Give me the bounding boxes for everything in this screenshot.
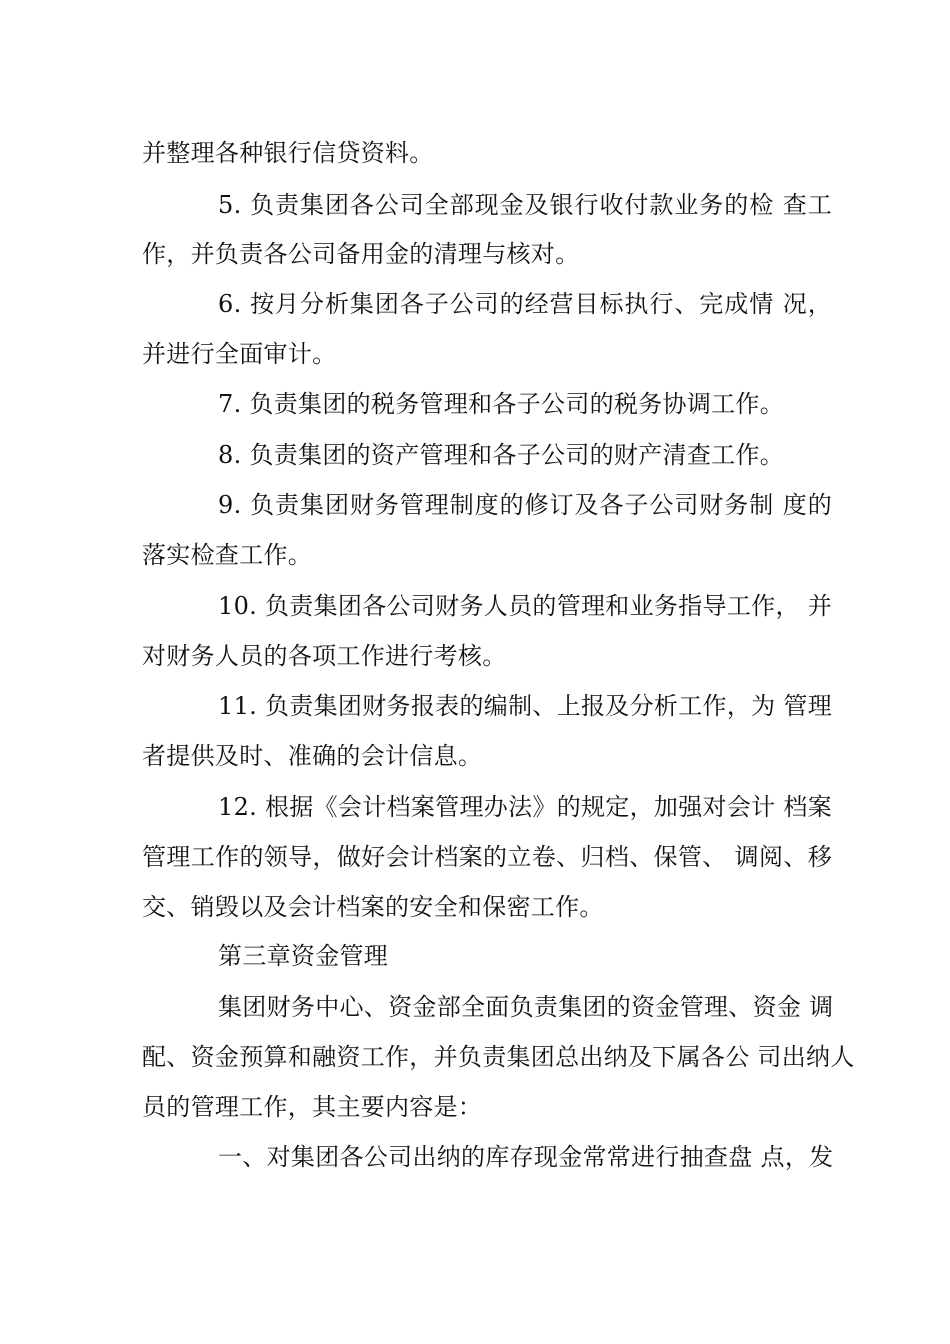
text-line: 集团财务中心、资金部全面负责集团的资金管理、资金 调 <box>218 993 834 1021</box>
text-line: 落实检查工作。 <box>142 541 313 569</box>
text-line: 8. 负责集团的资产管理和各子公司的财产清查工作。 <box>218 441 785 469</box>
text-line: 6. 按月分析集团各子公司的经营目标执行、完成情 况， <box>218 290 832 318</box>
text-line: 5. 负责集团各公司全部现金及银行收付款业务的检 查工 <box>218 191 832 219</box>
text-line: 者提供及时、准确的会计信息。 <box>142 742 483 770</box>
text-line: 对财务人员的各项工作进行考核。 <box>142 642 507 670</box>
text-line: 9. 负责集团财务管理制度的修订及各子公司财务制 度的 <box>218 491 832 519</box>
text-line: 10. 负责集团各公司财务人员的管理和业务指导工作， 并 <box>218 592 832 620</box>
text-line: 一、对集团各公司出纳的库存现金常常进行抽查盘 点，发 <box>218 1143 834 1171</box>
text-line: 员的管理工作，其主要内容是： <box>142 1093 483 1121</box>
text-line: 配、资金预算和融资工作，并负责集团总出纳及下属各公 司出纳人 <box>142 1043 855 1071</box>
text-line: 管理工作的领导，做好会计档案的立卷、归档、保管、 调阅、移 <box>142 843 832 871</box>
text-line: 交、销毁以及会计档案的安全和保密工作。 <box>142 893 604 921</box>
text-line: 12. 根据《会计档案管理办法》的规定，加强对会计 档案 <box>218 793 832 821</box>
text-line: 并整理各种银行信贷资料。 <box>142 139 434 167</box>
text-line: 作，并负责各公司备用金的清理与核对。 <box>142 240 580 268</box>
text-line: 11. 负责集团财务报表的编制、上报及分析工作，为 管理 <box>218 692 832 720</box>
text-line: 7. 负责集团的税务管理和各子公司的税务协调工作。 <box>218 390 785 418</box>
text-line: 并进行全面审计。 <box>142 340 337 368</box>
section-heading: 第三章资金管理 <box>218 942 389 970</box>
